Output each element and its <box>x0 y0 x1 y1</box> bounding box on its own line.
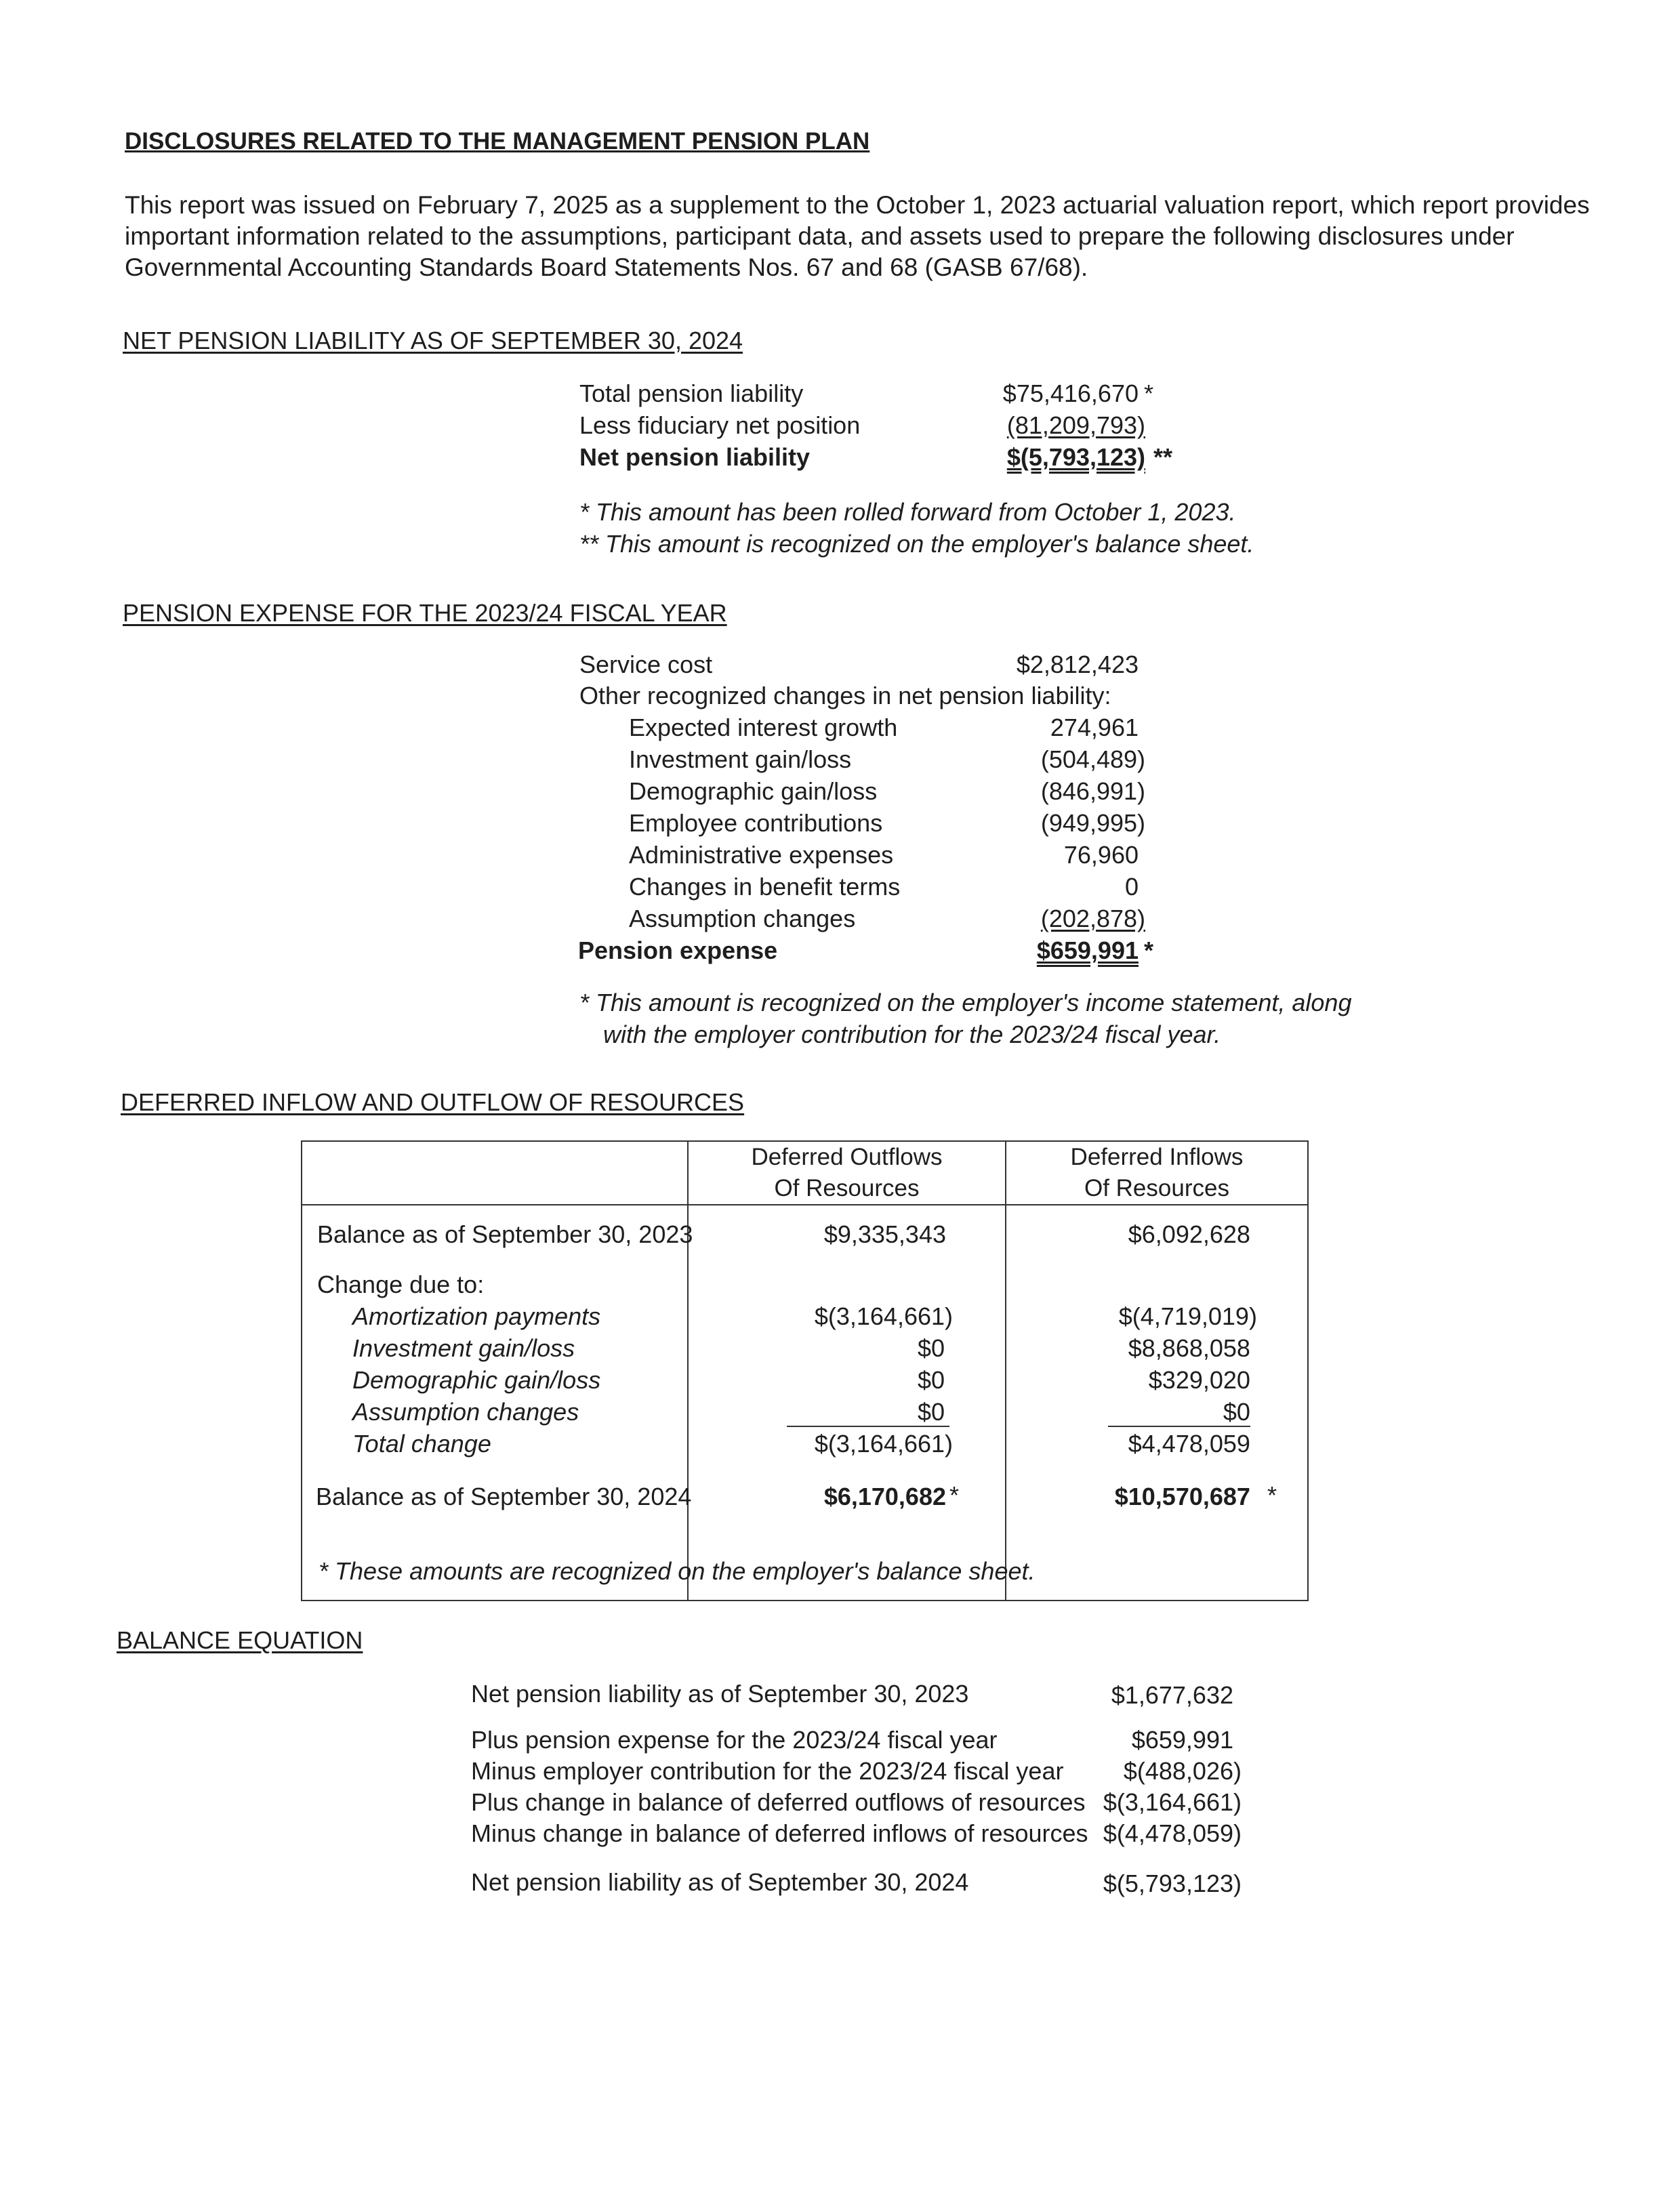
expense-heading: PENSION EXPENSE FOR THE 2023/24 FISCAL YEAR <box>123 599 727 627</box>
expense-item-value: 274,961 <box>1050 714 1139 741</box>
deferred-header-inflows: Deferred Inflows Of Resources <box>1006 1141 1308 1205</box>
expense-note-line1: * This amount is recognized on the employer's income statement, along <box>579 989 1352 1016</box>
expense-total-value: $659,991 <box>1036 936 1139 964</box>
deferred-change-item: Assumption changes <box>352 1398 579 1426</box>
balance-row-label: Minus change in balance of deferred inflows of resources <box>471 1819 1088 1847</box>
deferred-change-in: $0 <box>1223 1398 1250 1426</box>
npl-heading: NET PENSION LIABILITY AS OF SEPTEMBER 30, 2024 <box>123 327 743 354</box>
expense-note-line2: with the employer contribution for the 2023/24 fiscal year. <box>603 1020 1221 1048</box>
npl-mark-total: * <box>1144 379 1154 407</box>
npl-value-fiduciary: (81,209,793) <box>1006 411 1145 439</box>
expense-item-value: 0 <box>1124 873 1139 901</box>
balance-heading: BALANCE EQUATION <box>117 1626 363 1654</box>
expense-item-label: Employee contributions <box>629 809 883 837</box>
deferred-heading: DEFERRED INFLOW AND OUTFLOW OF RESOURCES <box>121 1088 745 1116</box>
deferred-out-rule <box>787 1426 949 1427</box>
page-title: DISCLOSURES RELATED TO THE MANAGEMENT PENSION PLAN <box>125 128 870 154</box>
deferred-end-label: Balance as of September 30, 2024 <box>316 1483 692 1510</box>
deferred-inflows-column <box>1006 1205 1308 1601</box>
deferred-change-out: $(3,164,661) <box>814 1302 953 1330</box>
expense-other-label: Other recognized changes in net pension liability: <box>579 682 1111 709</box>
balance-start-label: Net pension liability as of September 30, 2023 <box>471 1680 969 1708</box>
balance-row-label: Plus pension expense for the 2023/24 fiscal year <box>471 1726 998 1754</box>
balance-row-value: $(488,026) <box>1123 1757 1242 1785</box>
expense-item-value: (949,995) <box>1040 809 1145 837</box>
deferred-end-in-mark: * <box>1267 1481 1277 1509</box>
expense-total-mark: * <box>1144 936 1154 964</box>
expense-item-label: Administrative expenses <box>629 841 894 869</box>
npl-label-fiduciary: Less fiduciary net position <box>579 411 861 439</box>
deferred-begin-out: $9,335,343 <box>823 1220 946 1248</box>
deferred-change-label: Change due to: <box>317 1271 485 1298</box>
deferred-change-in: $8,868,058 <box>1128 1334 1250 1362</box>
expense-item-value: (504,489) <box>1040 745 1145 773</box>
npl-mark-net: ** <box>1153 443 1173 471</box>
intro-paragraph: This report was issued on February 7, 2025 as a supplement to the October 1, 2023 actuarial valuation report, which report provides important information related to the assumptions, participant data, and assets used to prepare the following disclosures under Governmental Accounting Standards Board Statements Nos. 67 and 68 (GASB 67/68). <box>125 191 1590 281</box>
deferred-total-label: Total change <box>352 1430 491 1458</box>
deferred-change-item: Amortization payments <box>352 1302 601 1330</box>
deferred-header-outflows: Deferred Outflows Of Resources <box>688 1141 1006 1205</box>
deferred-in-rule <box>1108 1426 1250 1427</box>
expense-item-value: (202,878) <box>1040 905 1145 932</box>
deferred-end-out-mark: * <box>949 1481 960 1509</box>
deferred-change-in: $(4,719,019) <box>1118 1302 1257 1330</box>
balance-start-value: $1,677,632 <box>1111 1681 1233 1709</box>
deferred-change-item: Demographic gain/loss <box>352 1366 601 1394</box>
deferred-change-out: $0 <box>917 1334 945 1362</box>
expense-item-value: 76,960 <box>1063 841 1139 869</box>
expense-item-label: Expected interest growth <box>629 714 898 741</box>
deferred-total-out: $(3,164,661) <box>814 1430 953 1458</box>
balance-row-value: $(3,164,661) <box>1103 1788 1242 1816</box>
npl-note-2: ** This amount is recognized on the employer's balance sheet. <box>579 530 1254 558</box>
balance-row-label: Minus employer contribution for the 2023/24 fiscal year <box>471 1757 1064 1785</box>
expense-item-label: Investment gain/loss <box>629 745 852 773</box>
deferred-total-in: $4,478,059 <box>1128 1430 1250 1458</box>
deferred-header-blank <box>302 1141 688 1205</box>
expense-item-label: Assumption changes <box>629 905 856 932</box>
balance-row-label: Plus change in balance of deferred outflows of resources <box>471 1788 1086 1816</box>
deferred-note: * These amounts are recognized on the employer's balance sheet. <box>319 1557 1036 1585</box>
expense-item-label: Demographic gain/loss <box>629 777 878 805</box>
expense-service-label: Service cost <box>579 651 713 678</box>
deferred-end-in: $10,570,687 <box>1114 1483 1250 1510</box>
expense-item-label: Changes in benefit terms <box>629 873 901 901</box>
deferred-change-out: $0 <box>917 1398 945 1426</box>
balance-row-value: $659,991 <box>1131 1726 1233 1754</box>
deferred-outflows-column <box>688 1205 1006 1601</box>
npl-value-net: $(5,793,123) <box>1006 443 1145 471</box>
deferred-begin-in: $6,092,628 <box>1128 1220 1250 1248</box>
deferred-change-item: Investment gain/loss <box>352 1334 575 1362</box>
deferred-end-out: $6,170,682 <box>823 1483 946 1510</box>
npl-value-total: $75,416,670 <box>1002 379 1139 407</box>
balance-end-label: Net pension liability as of September 30, 2024 <box>471 1868 969 1896</box>
expense-item-value: (846,991) <box>1040 777 1145 805</box>
npl-note-1: * This amount has been rolled forward from October 1, 2023. <box>579 498 1236 526</box>
deferred-label-column <box>302 1205 693 1601</box>
npl-label-net: Net pension liability <box>579 443 811 471</box>
deferred-change-out: $0 <box>917 1366 945 1394</box>
balance-end-value: $(5,793,123) <box>1103 1870 1242 1897</box>
balance-row-value: $(4,478,059) <box>1103 1819 1242 1847</box>
npl-label-total: Total pension liability <box>579 379 804 407</box>
deferred-table <box>301 1140 1309 1601</box>
deferred-begin-label: Balance as of September 30, 2023 <box>317 1220 693 1248</box>
deferred-change-in: $329,020 <box>1148 1366 1250 1394</box>
expense-service-value: $2,812,423 <box>1016 651 1139 678</box>
expense-total-label: Pension expense <box>578 936 778 964</box>
